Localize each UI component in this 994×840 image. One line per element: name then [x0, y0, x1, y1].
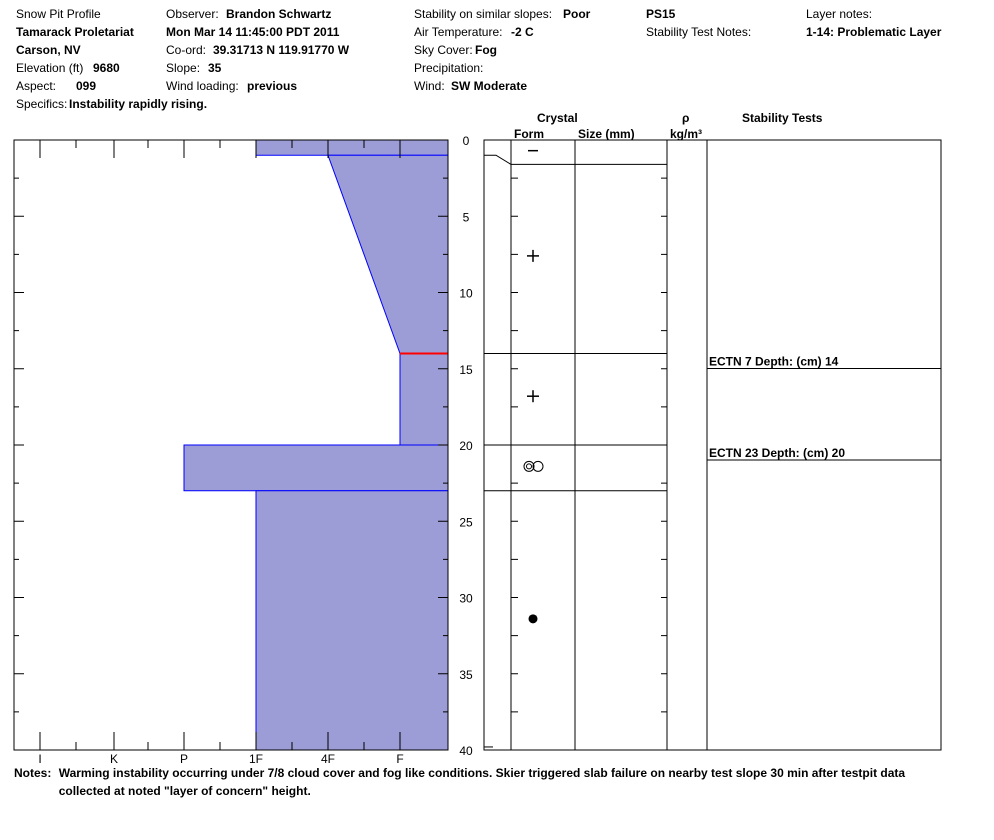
pit-id: PS15 [646, 7, 676, 21]
specifics-value: Instability rapidly rising. [69, 97, 208, 111]
hardness-layer-5 [256, 491, 448, 750]
x-tick-label-I: I [38, 752, 42, 766]
depth-tick-label-40: 40 [459, 744, 473, 758]
notes-label: Notes: [14, 766, 52, 780]
x-tick-label-4F: 4F [320, 752, 336, 766]
coord-value: 39.31713 N 119.91770 W [213, 43, 350, 57]
slope-label: Slope: [166, 61, 201, 75]
hardness-layer-1 [256, 140, 448, 155]
form-header: Form [514, 127, 544, 141]
slope-value: 35 [208, 61, 222, 75]
coord-label: Co-ord: [166, 43, 207, 57]
crystal-form-2 [527, 250, 539, 262]
air-temp-label: Air Temperature: [414, 25, 503, 39]
stability-test-label-1: ECTN 7 Depth: (cm) 14 [709, 354, 839, 369]
hardness-profile [184, 140, 448, 750]
rho-header: ρ [682, 111, 690, 125]
observer-label: Observer: [166, 7, 219, 21]
notes-text: Warming instability occurring under 7/8 cloud cover and fog like conditions. Skier triggered slab failure on nearby test slope 30 min after testpit data collected at noted "layer of concern" height. [58, 766, 906, 798]
crystal-form-4 [524, 461, 543, 471]
crystal-header: Crystal [537, 111, 578, 125]
crystal-forms [524, 151, 543, 624]
depth-tick-label-15: 15 [459, 362, 473, 377]
wind-loading-label: Wind loading: [166, 79, 239, 93]
x-tick-label-1F: 1F [248, 752, 264, 766]
depth-tick-label-10: 10 [459, 286, 473, 301]
page-title: Snow Pit Profile [16, 7, 101, 21]
wind-label: Wind: [414, 79, 445, 93]
x-tick-label-K: K [109, 752, 119, 766]
location-name: Tamarack Proletariat [16, 25, 134, 39]
aspect-label: Aspect: [16, 79, 57, 93]
crystal-table-grid [484, 140, 941, 750]
depth-tick-label-20: 20 [459, 439, 473, 453]
crystal-form-5 [529, 614, 538, 623]
air-temp-value: -2 C [511, 25, 534, 39]
crystal-form-3 [527, 390, 539, 402]
aspect-value: 099 [76, 79, 97, 93]
x-tick-label-P: P [179, 752, 189, 766]
notes [14, 764, 974, 800]
wind-loading-value: previous [247, 79, 298, 93]
stability-tests [707, 355, 941, 461]
observer-value: Brandon Schwartz [226, 7, 332, 21]
x-tick-label-F: F [396, 752, 404, 766]
crystal-melt-inner-left [527, 464, 532, 469]
depth-tick-label-35: 35 [459, 667, 473, 682]
wind-value: SW Moderate [451, 79, 528, 93]
elevation-label: Elevation (ft) [16, 61, 84, 75]
specifics-label: Specifics: [16, 97, 68, 111]
stability-label: Stability on similar slopes: [414, 7, 553, 21]
stability-value: Poor [563, 7, 591, 21]
datetime: Mon Mar 14 11:45:00 PDT 2011 [166, 25, 340, 39]
hardness-layer-4 [184, 445, 448, 491]
elevation-value: 9680 [93, 61, 120, 75]
location-region: Carson, NV [16, 43, 81, 57]
depth-tick-label-30: 30 [459, 591, 473, 606]
hardness-layer-2 [328, 155, 448, 353]
layer-notes-label: Layer notes: [806, 7, 873, 21]
stability-tests-header: Stability Tests [742, 111, 823, 125]
stability-test-label-2: ECTN 23 Depth: (cm) 20 [709, 446, 846, 460]
depth-tick-label-5: 5 [462, 210, 470, 225]
depth-tick-label-25: 25 [459, 515, 473, 530]
surface-connector [484, 155, 511, 164]
depth-tick-label-0: 0 [462, 134, 470, 148]
sky-cover-value: Fog [475, 43, 497, 57]
density-unit-header: kg/m³ [670, 127, 703, 141]
sky-cover-label: Sky Cover: [414, 43, 473, 57]
stability-test-notes-label: Stability Test Notes: [646, 25, 752, 39]
hardness-layer-3 [400, 354, 448, 446]
layer-notes-value: 1-14: Problematic Layer [806, 25, 942, 39]
precip-label: Precipitation: [414, 61, 484, 75]
size-header: Size (mm) [578, 127, 635, 141]
